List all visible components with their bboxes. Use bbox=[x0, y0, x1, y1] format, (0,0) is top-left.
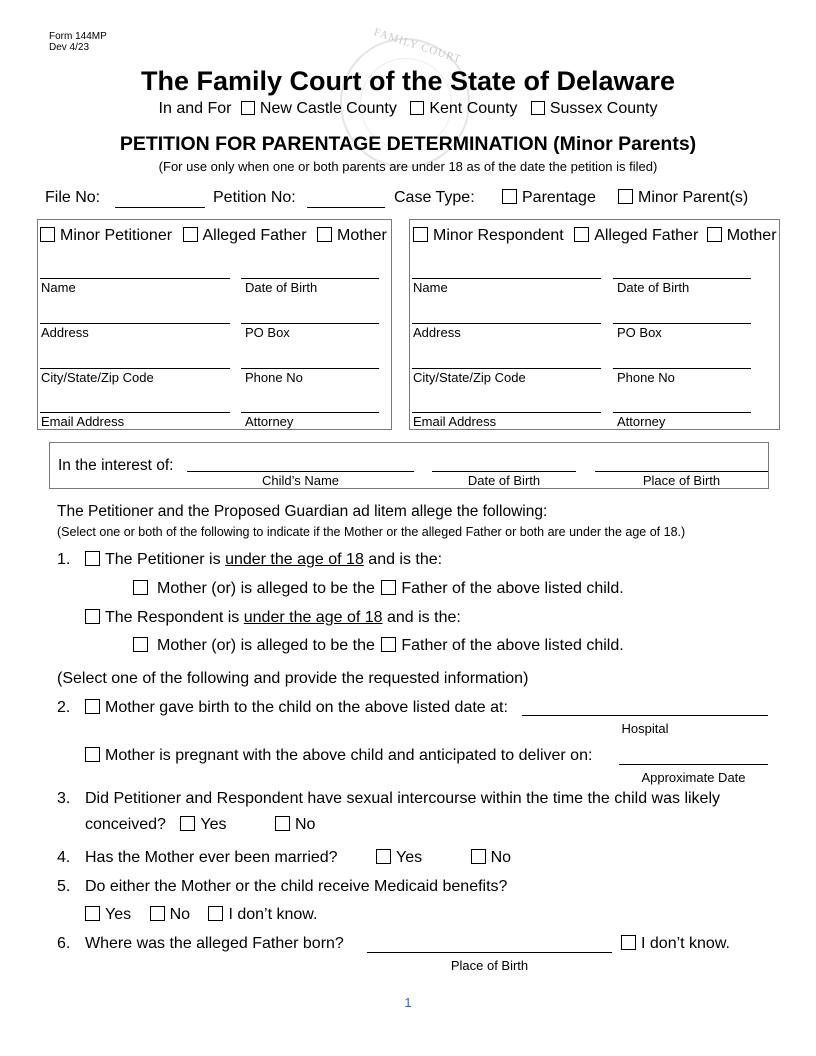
respondent-name-field[interactable] bbox=[412, 278, 601, 279]
respondent-city-field[interactable] bbox=[412, 368, 601, 369]
petition-no-label: Petition No: bbox=[213, 189, 296, 206]
q6-dk-checkbox[interactable] bbox=[621, 935, 636, 950]
petition-no-field[interactable] bbox=[307, 207, 385, 208]
respondent-box bbox=[409, 219, 780, 430]
child-pob-field[interactable] bbox=[595, 471, 768, 472]
petitioner-city-field[interactable] bbox=[40, 368, 230, 369]
respondent-attorney-field[interactable] bbox=[613, 412, 751, 413]
q3-yes-checkbox[interactable] bbox=[180, 816, 195, 831]
sussex-checkbox[interactable] bbox=[531, 101, 545, 115]
minor-petitioner-label: Minor Petitioner bbox=[60, 227, 173, 244]
q5-yes-checkbox[interactable] bbox=[85, 906, 100, 921]
kent-label: Kent County bbox=[429, 100, 518, 117]
petitioner-name-field[interactable] bbox=[40, 278, 230, 279]
petitioner-name-label: Name bbox=[41, 280, 76, 295]
q3-text: Did Petitioner and Respondent have sexual intercourse within the time the child was likely bbox=[85, 790, 721, 807]
q1-petitioner-role-row: Mother (or) is alleged to be the Father of the above listed child. bbox=[133, 580, 624, 598]
respondent-address-label: Address bbox=[413, 325, 461, 340]
seal-text: FAMILY COURT bbox=[372, 26, 463, 66]
q2-pregnant-checkbox[interactable] bbox=[85, 747, 100, 762]
respondent-pobox-label: PO Box bbox=[617, 325, 662, 340]
respondent-dob-label: Date of Birth bbox=[617, 280, 690, 295]
parentage-checkbox[interactable] bbox=[502, 189, 517, 204]
petitioner-email-label: Email Address bbox=[41, 414, 125, 429]
respondent-phone-field[interactable] bbox=[613, 368, 751, 369]
q4-row: Has the Mother ever been married? Yes No bbox=[85, 849, 512, 866]
q4-no-checkbox[interactable] bbox=[471, 849, 486, 864]
hospital-field[interactable] bbox=[522, 715, 768, 716]
respondent-phone-label: Phone No bbox=[617, 370, 675, 385]
respondent-father-label: Alleged Father bbox=[594, 227, 699, 244]
minor-respondent-label: Minor Respondent bbox=[433, 227, 564, 244]
file-no-field[interactable] bbox=[115, 207, 205, 208]
child-dob-label: Date of Birth bbox=[467, 473, 541, 488]
petitioner-city-label: City/State/Zip Code bbox=[41, 370, 154, 385]
q3-no-checkbox[interactable] bbox=[275, 816, 290, 831]
petitioner-address-label: Address bbox=[41, 325, 89, 340]
petitioner-dob-field[interactable] bbox=[241, 278, 379, 279]
respondent-city-label: City/State/Zip Code bbox=[413, 370, 526, 385]
new-castle-checkbox[interactable] bbox=[241, 101, 255, 115]
petitioner-father-checkbox[interactable] bbox=[183, 227, 198, 242]
court-title: The Family Court of the State of Delaware bbox=[140, 66, 676, 96]
respondent-role-row bbox=[413, 227, 777, 245]
select-one-note: (Select one of the following and provide the requested information) bbox=[57, 670, 529, 687]
q1-pet-mother-checkbox[interactable] bbox=[133, 580, 148, 595]
respondent-mother-label: Mother bbox=[726, 227, 777, 244]
kent-checkbox[interactable] bbox=[410, 101, 424, 115]
case-type-minor bbox=[618, 189, 748, 207]
q5-no-checkbox[interactable] bbox=[150, 906, 165, 921]
case-type-parentage bbox=[502, 189, 596, 207]
petitioner-mother-checkbox[interactable] bbox=[317, 227, 332, 242]
in-and-for-label: In and For bbox=[158, 100, 232, 117]
q4-yes-checkbox[interactable] bbox=[376, 849, 391, 864]
respondent-address-field[interactable] bbox=[412, 323, 601, 324]
q1-petitioner-row: The Petitioner is under the age of 18 and is the: bbox=[85, 551, 442, 569]
parentage-label: Parentage bbox=[522, 189, 596, 206]
petitioner-email-field[interactable] bbox=[40, 412, 230, 413]
file-no-label: File No: bbox=[45, 189, 101, 206]
county-row bbox=[0, 100, 816, 118]
allegation-intro: The Petitioner and the Proposed Guardian ad litem allege the following: bbox=[57, 503, 548, 520]
respondent-dob-field[interactable] bbox=[613, 278, 751, 279]
father-birthplace-field[interactable] bbox=[367, 952, 612, 953]
petitioner-dob-label: Date of Birth bbox=[245, 280, 318, 295]
form-number: Form 144MP bbox=[49, 31, 107, 42]
petitioner-father-label: Alleged Father bbox=[202, 227, 307, 244]
interest-label: In the interest of: bbox=[58, 457, 174, 474]
q2-pregnant-row: Mother is pregnant with the above child and anticipated to deliver on: bbox=[85, 747, 592, 765]
child-pob-label: Place of Birth bbox=[642, 473, 721, 488]
new-castle-label: New Castle County bbox=[259, 100, 397, 117]
allegation-note: (Select one or both of the following to indicate if the Mother or the alleged Father or both are under the age of 18.) bbox=[57, 525, 686, 539]
q2-birth-row: Mother gave birth to the child on the above listed date at: bbox=[85, 699, 508, 717]
petition-title: PETITION FOR PARENTAGE DETERMINATION (Minor Parents) bbox=[119, 133, 697, 155]
q6-dk-row: I don’t know. bbox=[621, 935, 730, 953]
respondent-attorney-label: Attorney bbox=[617, 414, 666, 429]
father-birthplace-label: Place of Birth bbox=[450, 958, 529, 973]
q1-resp-father-checkbox[interactable] bbox=[381, 637, 396, 652]
petitioner-attorney-field[interactable] bbox=[241, 412, 379, 413]
q1-number: 1. bbox=[57, 551, 71, 568]
petitioner-role-row bbox=[40, 227, 387, 245]
q1-respondent-row: The Respondent is under the age of 18 and is the: bbox=[85, 609, 461, 627]
respondent-email-label: Email Address bbox=[413, 414, 497, 429]
q3-options-row: conceived? Yes No bbox=[85, 816, 316, 833]
q6-text: Where was the alleged Father born? bbox=[85, 935, 344, 952]
q4-number: 4. bbox=[57, 849, 71, 866]
approx-date-field[interactable] bbox=[619, 764, 768, 765]
approx-date-label: Approximate Date bbox=[641, 770, 746, 785]
minor-parents-checkbox[interactable] bbox=[618, 189, 633, 204]
q2-birth-checkbox[interactable] bbox=[85, 699, 100, 714]
q1-petitioner-checkbox[interactable] bbox=[85, 551, 100, 566]
q5-dk-checkbox[interactable] bbox=[208, 906, 223, 921]
sussex-label: Sussex County bbox=[549, 100, 658, 117]
form-id bbox=[49, 31, 107, 53]
q2-number: 2. bbox=[57, 699, 71, 716]
page-number: 1 bbox=[404, 995, 412, 1010]
minor-respondent-checkbox[interactable] bbox=[413, 227, 428, 242]
case-type-label: Case Type: bbox=[394, 189, 475, 206]
q3-number: 3. bbox=[57, 790, 71, 807]
q5-options-row: Yes No I don’t know. bbox=[85, 906, 317, 924]
hospital-label: Hospital bbox=[621, 721, 669, 736]
respondent-pobox-field[interactable] bbox=[613, 323, 751, 324]
minor-petitioner-checkbox[interactable] bbox=[40, 227, 55, 242]
child-name-field[interactable] bbox=[187, 471, 414, 472]
petition-subtitle: (For use only when one or both parents are under 18 as of the date the petition is filed) bbox=[158, 159, 658, 174]
q5-text: Do either the Mother or the child receive Medicaid benefits? bbox=[85, 878, 508, 895]
petitioner-pobox-field[interactable] bbox=[241, 323, 379, 324]
respondent-email-field[interactable] bbox=[412, 412, 601, 413]
child-name-label: Child’s Name bbox=[261, 473, 340, 488]
respondent-mother-checkbox[interactable] bbox=[707, 227, 722, 242]
petitioner-phone-label: Phone No bbox=[245, 370, 303, 385]
minor-parents-label: Minor Parent(s) bbox=[638, 189, 749, 206]
q1-pet-father-checkbox[interactable] bbox=[381, 580, 396, 595]
form-revision: Dev 4/23 bbox=[49, 42, 90, 53]
petitioner-attorney-label: Attorney bbox=[245, 414, 294, 429]
petitioner-box bbox=[37, 219, 392, 430]
petitioner-address-field[interactable] bbox=[40, 323, 230, 324]
petitioner-mother-label: Mother bbox=[337, 227, 387, 244]
child-dob-field[interactable] bbox=[432, 471, 576, 472]
q6-number: 6. bbox=[57, 935, 71, 952]
q1-respondent-role-row: Mother (or) is alleged to be the Father of the above listed child. bbox=[133, 637, 624, 655]
petitioner-pobox-label: PO Box bbox=[245, 325, 290, 340]
respondent-name-label: Name bbox=[413, 280, 448, 295]
petitioner-phone-field[interactable] bbox=[241, 368, 379, 369]
q1-respondent-checkbox[interactable] bbox=[85, 609, 100, 624]
respondent-father-checkbox[interactable] bbox=[574, 227, 589, 242]
q1-resp-mother-checkbox[interactable] bbox=[133, 637, 148, 652]
q5-number: 5. bbox=[57, 878, 71, 895]
